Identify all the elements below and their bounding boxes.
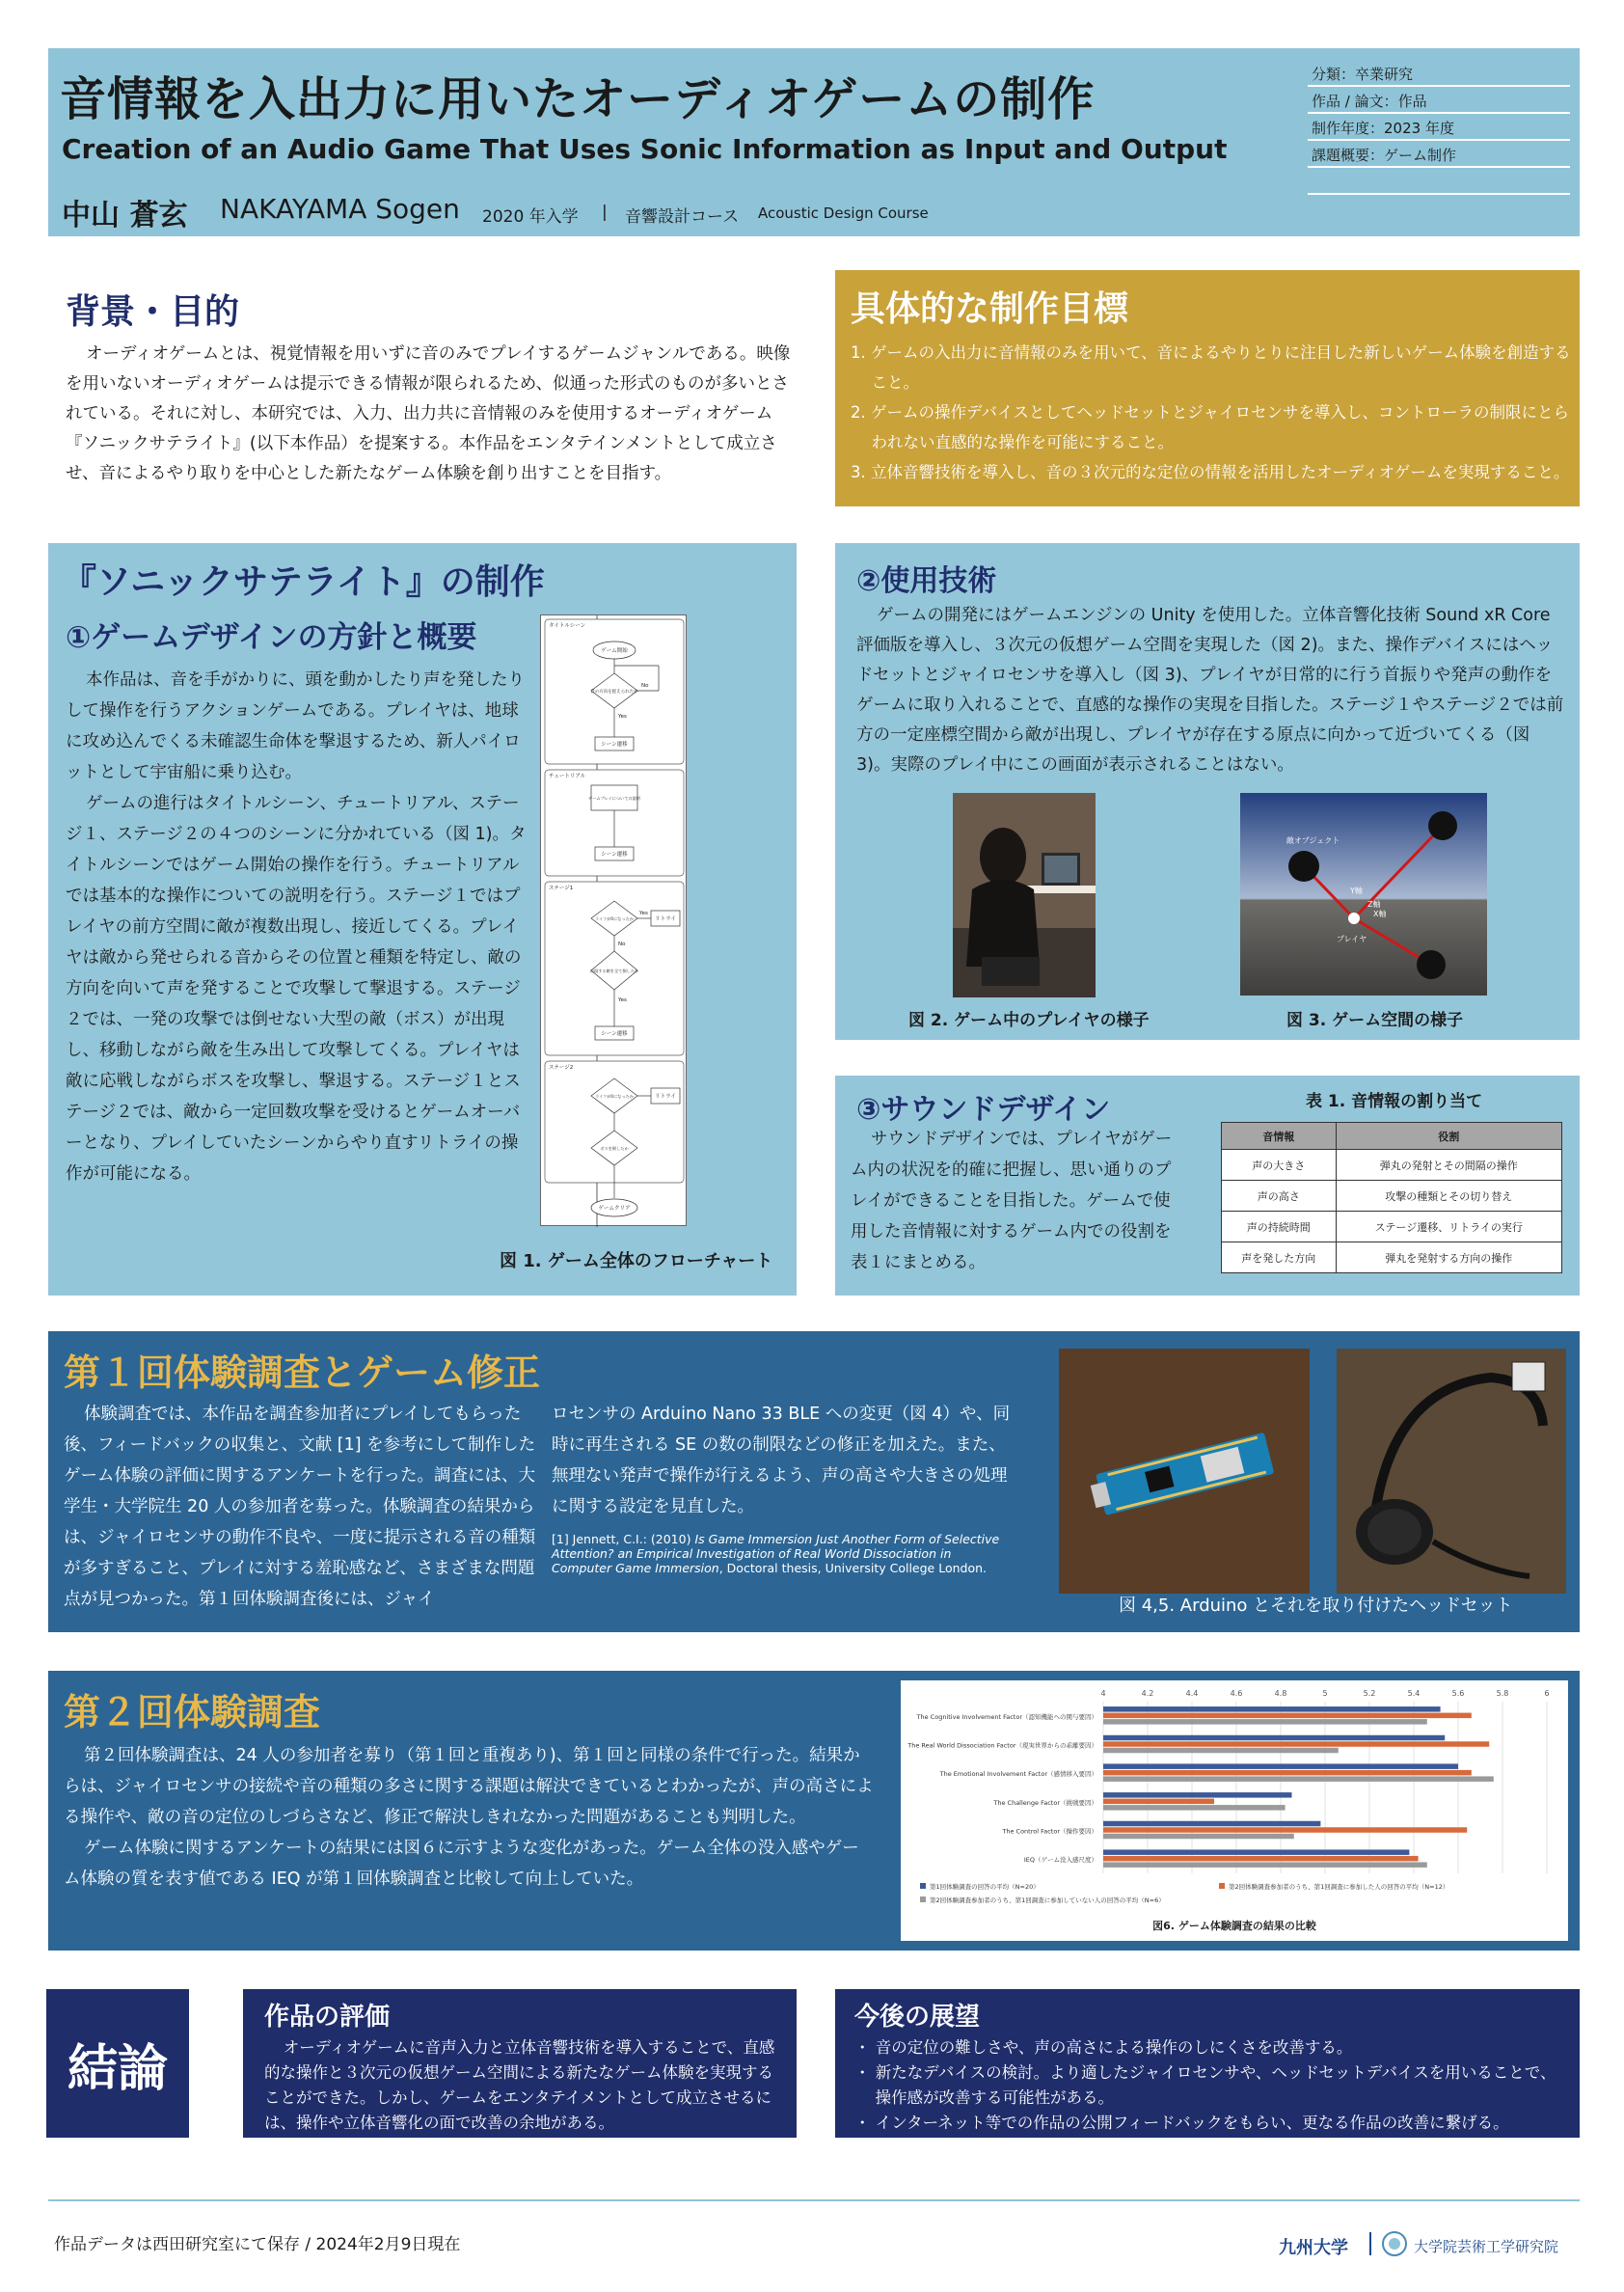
flow-node-text: ゲームプレイについての説明 — [588, 796, 640, 801]
figure2-caption: 図 2. ゲーム中のプレイヤの様子 — [908, 1011, 1150, 1030]
poster-header — [48, 48, 1580, 236]
evaluation-body: オーディオゲームに音声入力と立体音響技術を導入することで、直感的な操作と３次元の仮想ゲーム空間による新たなゲーム体験を実現することができた。しかし、ゲームをエンタテイメントとして成立させるには、操作や立体音響化の面で改善の余地がある。 — [264, 2038, 775, 2132]
chart-category-label: IEQ（ゲーム没入感尺度） — [1023, 1856, 1097, 1865]
future-title: 今後の展望 — [854, 2003, 981, 2032]
table1-title: 表 1. 音情報の割り当て — [1306, 1092, 1483, 1111]
sound-design-section — [835, 1076, 1580, 1296]
figure45-caption: 図 4,5. Arduino とそれを取り付けたヘッドセット — [1119, 1596, 1513, 1616]
reference-authors: [1] Jennett, C.I.: (2010) — [552, 1532, 695, 1546]
flow-yes-label: Yes — [618, 997, 627, 1003]
future-list — [854, 2035, 1568, 2136]
table-cell: 声を発した方向 — [1222, 1242, 1337, 1273]
tech-title: ②使用技術 — [856, 564, 997, 598]
arduino-photo — [1059, 1349, 1310, 1594]
result-chart — [901, 1680, 1568, 1941]
goal-item: 2. ゲームの操作デバイスとしてヘッドセットとジャイロセンサを導入し、コントローラの制限にとらわれない直感的な操作を可能にすること。 — [851, 403, 1570, 451]
survey1-body-left: 体験調査では、本作品を調査参加者にプレイしてもらった後、フィードバックの収集と、文献 [1] を参考にして制作したゲーム体験の評価に関するアンケートを行った。調査には、大学生・大学院生 20 人の参加者を募った。体験調査の結果からは、ジャイロセンサの動作不良や、一度に提示される音の種類が多すぎること、プレイに対する羞恥感など、さまざまな問題点が見つかった。第１回体験調査後には、ジャイ — [64, 1405, 536, 1609]
background-body: オーディオゲームとは、視覚情報を用いずに音のみでプレイするゲームジャンルである。映像を用いないオーディオゲームは提示できる情報が限られるため、似通った形式のものが多いとされている。それに対し、本研究では、入力、出力共に音情報のみを使用するオーディオゲーム『ソニックサテライト』(以下本作品）を提案する。本作品をエンタテインメントとして成立させ、音によるやり取りを中心とした新たなゲーム体験を創り出すことを目指す。 — [66, 344, 791, 483]
chart-bar — [1103, 1713, 1472, 1719]
enrollment-year: 2020 年入学 — [482, 207, 579, 227]
goal-item: 1. ゲームの入出力に音情報のみを用いて、音によるやりとりに注目した新しいゲーム体験を創造すること。 — [851, 343, 1571, 392]
chart-title: 図6. ゲーム体験調査の結果の比較 — [1152, 1920, 1316, 1932]
table-row — [1222, 1242, 1562, 1273]
table-header-row — [1222, 1123, 1562, 1150]
chart-bar — [1103, 1805, 1286, 1811]
scene-label-y: Y軸 — [1350, 887, 1363, 895]
goal-item: 3. 立体音響技術を導入し、音の３次元的な定位の情報を活用したオーディオゲームを実現すること。 — [851, 463, 1570, 481]
university-emblem-icon — [1381, 2230, 1408, 2257]
chart-bar — [1103, 1862, 1427, 1868]
chart-tick-label: 6 — [1544, 1689, 1550, 1698]
design-title: ①ゲームデザインの方針と概要 — [66, 620, 477, 655]
flow-node-text: シーン遷移 — [601, 1031, 628, 1037]
figure3-caption: 図 3. ゲーム空間の様子 — [1286, 1011, 1464, 1030]
course-name-en: Acoustic Design Course — [758, 205, 929, 222]
chart-category-label: The Control Factor（操作要因） — [1002, 1827, 1097, 1836]
survey1-section — [48, 1331, 1580, 1632]
chart-bar — [1103, 1821, 1320, 1827]
meta-box — [1308, 60, 1570, 195]
meta-summary: 課題概要：ゲーム制作 — [1308, 141, 1570, 168]
chart-tick-label: 4 — [1100, 1689, 1106, 1698]
author-name-jp: 中山 蒼玄 — [62, 199, 188, 232]
table-cell: 弾丸を発射する方向の操作 — [1336, 1242, 1561, 1273]
flowchart-svg — [541, 615, 688, 1227]
table-row — [1222, 1150, 1562, 1181]
flow-node-text: ライフが0になったか — [594, 916, 635, 921]
table-cell: 声の持続時間 — [1222, 1212, 1337, 1242]
future-item: ・ インターネット等での作品の公開フィードバックをもらい、更なる作品の改善に繋げる。 — [854, 2114, 1509, 2132]
evaluation-title: 作品の評価 — [264, 2003, 391, 2032]
footer-logo-separator — [1369, 2232, 1371, 2255]
author-separator: | — [602, 203, 608, 222]
footer-note: 作品データは西田研究室にて保存 / 2024年2月9日現在 — [54, 2235, 461, 2254]
chart-bar — [1103, 1748, 1339, 1754]
table-row — [1222, 1181, 1562, 1212]
chart-tick-label: 4.2 — [1141, 1689, 1154, 1698]
table-header: 音情報 — [1222, 1123, 1337, 1150]
survey2-title: 第２回体験調査 — [64, 1691, 321, 1733]
result-chart-svg — [901, 1680, 1568, 1941]
background-section — [48, 270, 797, 506]
scene-label-x: X軸 — [1373, 910, 1387, 918]
survey2-paragraph: 第２回体験調査は、24 人の参加者を募り（第１回と重複あり)、第１回と同様の条件で行った。結果からは、ジャイロセンサの接続や音の種類の多さに関する課題は解決できているとわかったが、声の高さによる操作や、敵の音の定位のしづらさなど、修正で解決しきれなかった問題があることも判明した。 — [64, 1746, 874, 1827]
enemy-sphere — [1288, 851, 1319, 882]
scene-label-z: Z軸 — [1367, 900, 1381, 909]
player-photo — [953, 793, 1096, 997]
design-paragraph: 本作品は、音を手がかりに、頭を動かしたり声を発したりして操作を行うアクションゲームである。プレイヤは、地球に攻め込んでくる未確認生命体を撃退するため、新人パイロットとして宇宙船に乗り込む。 — [66, 670, 525, 782]
meta-blank — [1308, 168, 1570, 195]
chart-bar — [1103, 1763, 1458, 1769]
design-body — [66, 665, 534, 1189]
sonic-satellite-section — [48, 543, 797, 1296]
chart-category-label: The Challenge Factor（挑戦要因） — [993, 1798, 1097, 1807]
chart-bar — [1103, 1856, 1419, 1862]
flow-no-label: No — [618, 941, 626, 947]
chart-bar — [1103, 1827, 1467, 1833]
chart-bar — [1103, 1849, 1409, 1855]
goals-title: 具体的な制作目標 — [851, 289, 1129, 329]
flow-node-text: ボスを倒したか — [600, 1146, 629, 1151]
flow-node-text: リトライ — [655, 1094, 676, 1100]
flow-yes-label: Yes — [639, 911, 648, 916]
chart-legend-swatch — [920, 1896, 926, 1902]
flow-no-label: No — [641, 683, 649, 689]
reference-title: Is Game Immersion Just Another Form of Selective Attention? an Empirical Investigation of Real World Dissociation in Computer Game Immersion — [552, 1532, 1000, 1575]
flow-node-text: シーン遷移 — [601, 852, 628, 858]
table-header: 役割 — [1336, 1123, 1561, 1150]
future-item: ・ 新たなデバイスの検討。より適したジャイロセンサや、ヘッドセットデバイスを用いることで、操作感が改善する可能性がある。 — [854, 2063, 1556, 2107]
conclusion-title: 結論 — [67, 2039, 168, 2098]
flow-node-text: リトライ — [655, 916, 676, 922]
chart-category-label: The Emotional Involvement Factor（感情移入要因） — [939, 1770, 1097, 1779]
sound-title: ③サウンドデザイン — [856, 1093, 1111, 1127]
enemy-sphere — [1417, 950, 1446, 979]
chart-tick-label: 5.4 — [1407, 1689, 1421, 1698]
chart-bar — [1103, 1719, 1427, 1725]
headset-photo — [1337, 1349, 1566, 1594]
sound-body: サウンドデザインでは、プレイヤがゲーム内の状況を的確に把握し、思い通りのプレイができることを目指した。ゲームで使用した音情報に対するゲーム内での役割を表１にまとめる。 — [851, 1130, 1173, 1272]
chart-bar — [1103, 1792, 1292, 1798]
reference — [552, 1532, 1015, 1575]
table-cell: 声の高さ — [1222, 1181, 1337, 1212]
chart-bar — [1103, 1799, 1214, 1805]
table-cell: 攻撃の種類とその切り替え — [1336, 1181, 1561, 1212]
department-name: 大学院芸術工学研究院 — [1414, 2238, 1559, 2255]
future-section — [835, 1989, 1580, 2138]
footer-divider — [48, 2199, 1580, 2201]
table-cell: 声の大きさ — [1222, 1150, 1337, 1181]
flow-section-label: ステージ1 — [549, 886, 574, 891]
enemy-sphere — [1428, 811, 1457, 840]
chart-category-label: The Cognitive Involvement Factor（認知機能への関与要因） — [916, 1712, 1097, 1721]
flow-node-text: 音の方向を捉えられたか — [590, 690, 638, 695]
flow-section-label: チュートリアル — [549, 774, 586, 779]
chart-legend-label: 第2回体験調査参加者のうち、第1回調査に参加した人の回答の平均（N=12） — [1229, 1883, 1449, 1891]
chart-bar — [1103, 1834, 1294, 1840]
flow-node-text: 出現する敵を全て倒したか — [589, 969, 639, 973]
sonic-title: 『ソニックサテライト』の制作 — [62, 562, 545, 602]
chart-bar — [1103, 1770, 1472, 1776]
chart-legend-swatch — [920, 1883, 926, 1889]
evaluation-section — [243, 1989, 797, 2138]
poster-title-en: Creation of an Audio Game That Uses Sonic Information as Input and Output — [62, 133, 1228, 165]
chart-bar — [1103, 1706, 1441, 1712]
meta-year: 制作年度：2023 年度 — [1308, 114, 1570, 141]
reference-source: , Doctoral thesis, University College London. — [718, 1561, 988, 1575]
flowchart-caption: 図 1. ゲーム全体のフローチャート — [500, 1251, 773, 1271]
chart-bar — [1103, 1735, 1445, 1741]
chart-legend-label: 第2回体験調査参加者のうち、第1回調査に参加していない人の回答の平均（N=6） — [930, 1896, 1165, 1904]
poster-title-jp: 音情報を入出力に用いたオーディオゲームの制作 — [60, 72, 1096, 126]
survey2-section — [48, 1671, 1580, 1951]
scene-label-enemy: 敵オブジェクト — [1286, 836, 1340, 845]
chart-tick-label: 4.6 — [1230, 1689, 1243, 1698]
design-paragraph: ゲームの進行はタイトルシーン、チュートリアル、ステージ１、ステージ２の４つのシーンに分かれている（図 1)。タイトルシーンではゲーム開始の操作を行う。チュートリアルでは基本的な操作についての説明を行う。ステージ１ではプレイヤの前方空間に敵が複数出現し、接近してくる。プレイヤは敵から発せられる音からその位置と種類を特定し、敵の方向を向いて声を発することで攻撃して撃退する。ステージ２では、一発の攻撃では倒せない大型の敵（ボス）が出現し、移動しながら敵を生み出して攻撃してくる。プレイヤは敵に応戦しながらボスを攻撃し、撃退する。ステージ１とステージ２では、敵から一定回数攻撃を受けるとゲームオーバーとなり、プレイしていたシーンからやり直すリトライの操作が可能になる。 — [66, 794, 527, 1184]
goals-section — [835, 270, 1580, 506]
chart-tick-label: 5.6 — [1451, 1689, 1465, 1698]
scene-label-player: プレイヤ — [1337, 935, 1367, 943]
chart-legend-label: 第1回体験調査の回答の平均（N=20） — [930, 1883, 1040, 1891]
flow-section-label: タイトルシーン — [549, 623, 586, 629]
course-name: 音響設計コース — [625, 207, 740, 227]
flow-node-text: ゲーム開始 — [601, 648, 628, 654]
conclusion-label-box — [46, 1989, 189, 2138]
goals-list — [851, 338, 1572, 487]
survey1-body-right: ロセンサの Arduino Nano 33 BLE への変更（図 4）や、同時に再生される SE の数の制限などの修正を加えた。また、無理ない発声で操作が行えるよう、声の高さや大きさの処理に関する設定を見直した。 — [552, 1405, 1011, 1516]
chart-tick-label: 5 — [1322, 1689, 1328, 1698]
table-row — [1222, 1212, 1562, 1242]
tech-body: ゲームの開発にはゲームエンジンの Unity を使用した。立体音響化技術 Sound xR Core 評価版を導入し、３次元の仮想ゲーム空間を実現した（図 2)。また、操作デバイスにはヘッドセットとジャイロセンサを導入し（図 3)、プレイヤが日常的に行う首振りや発声の動作をゲームに取り入れることで、直感的な操作の実現を目指した。ステージ１やステージ２では前方の一定座標空間から敵が出現し、プレイヤが存在する原点に向かって近づいてくる（図 3)。実際のプレイ中にこの画面が表示されることはない。 — [856, 606, 1564, 775]
future-item: ・ 音の定位の難しさや、声の高さによる操作のしにくさを改善する。 — [854, 2038, 1353, 2057]
game-space-figure — [1240, 793, 1487, 996]
player-sphere — [1348, 913, 1360, 924]
flow-section-label: ステージ2 — [549, 1065, 574, 1071]
table-cell: ステージ遷移、リトライの実行 — [1336, 1212, 1561, 1242]
survey2-body — [64, 1740, 874, 1895]
flow-node-text: ライフが0になったか — [594, 1094, 635, 1099]
technology-section — [835, 543, 1580, 1040]
chart-legend-swatch — [1219, 1883, 1225, 1889]
meta-category: 分類：卒業研究 — [1308, 60, 1570, 87]
chart-tick-label: 5.8 — [1496, 1689, 1509, 1698]
flowchart — [540, 614, 687, 1226]
chart-bar — [1103, 1741, 1489, 1747]
chart-category-label: The Real World Dissociation Factor（現実世界からの乖離要因） — [907, 1741, 1097, 1750]
flow-node-text: シーン遷移 — [601, 742, 628, 748]
survey1-title: 第１回体験調査とゲーム修正 — [64, 1351, 541, 1394]
table-cell: 弾丸の発射とその間隔の操作 — [1336, 1150, 1561, 1181]
flow-node-text: ゲームクリア — [598, 1206, 631, 1212]
survey2-paragraph: ゲーム体験に関するアンケートの結果には図６に示すような変化があった。ゲーム全体の没入感やゲーム体験の質を表す値である IEQ が第１回体験調査と比較して向上していた。 — [64, 1839, 859, 1889]
author-name-en: NAKAYAMA Sogen — [220, 193, 460, 225]
meta-type: 作品 / 論文：作品 — [1308, 87, 1570, 114]
flow-yes-label: Yes — [618, 714, 627, 720]
background-title: 背景・目的 — [66, 292, 240, 332]
university-logo-text: 九州大学 — [1279, 2238, 1348, 2258]
chart-tick-label: 4.8 — [1274, 1689, 1287, 1698]
chart-tick-label: 5.2 — [1363, 1689, 1376, 1698]
sound-table — [1221, 1122, 1562, 1273]
chart-tick-label: 4.4 — [1185, 1689, 1199, 1698]
chart-bar — [1103, 1776, 1494, 1782]
